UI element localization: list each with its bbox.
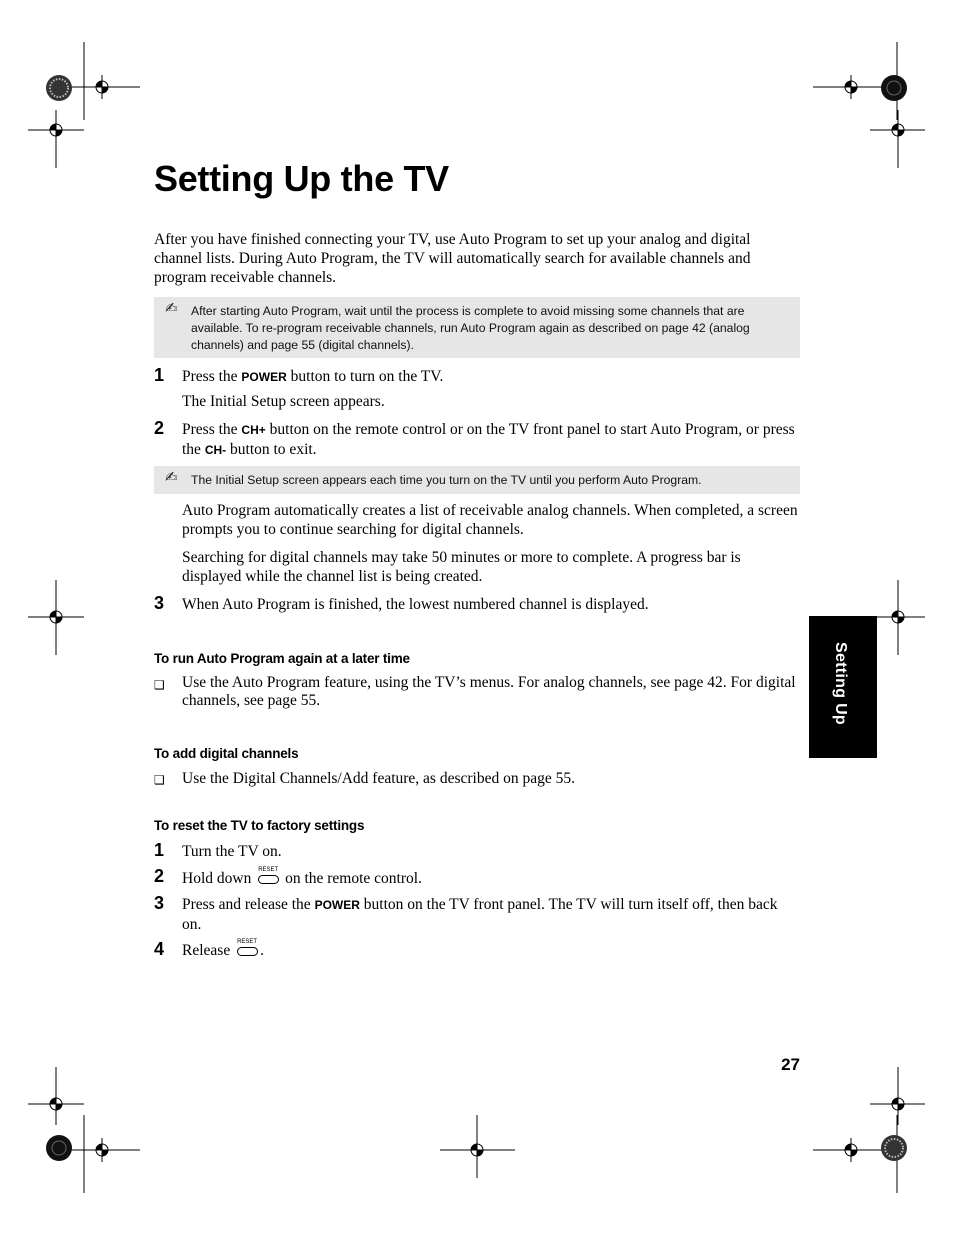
side-tab-label: Setting Up	[832, 642, 849, 725]
note-box	[154, 466, 800, 494]
section-side-tab	[809, 616, 877, 758]
step-number: 3	[154, 593, 165, 613]
section-heading: To run Auto Program again at a later time	[154, 651, 410, 666]
step-text: Press the POWER button to turn on the TV.	[182, 368, 444, 385]
checkbox-bullet-icon: ❑	[154, 773, 165, 787]
step-number: 4	[154, 939, 165, 959]
note-text: The Initial Setup screen appears each time you turn on the TV until you perform Auto Program.	[191, 473, 702, 487]
step-number: 1	[154, 840, 165, 860]
step-text: Turn the TV on.	[182, 843, 282, 860]
step-text: Press the CH+ button on the remote control or on the TV front panel to start Auto Program, or press the CH- button to exit.	[182, 421, 795, 458]
ch-plus-key: CH+	[241, 423, 266, 437]
pencil-note-icon: ✍	[165, 299, 178, 317]
section-heading: To add digital channels	[154, 746, 299, 761]
bullet-text: Use the Auto Program feature, using the TV’s menus. For analog channels, see page 42. For digital channels, see page 55.	[182, 674, 796, 709]
page-title: Setting Up the TV	[154, 158, 449, 199]
checkbox-bullet-icon: ❑	[154, 678, 165, 692]
power-key: POWER	[314, 898, 360, 912]
step-text: When Auto Program is finished, the lowest numbered channel is displayed.	[182, 596, 649, 613]
auto-program-paragraph: Auto Program automatically creates a list of receivable analog channels. When completed, a screen prompts you to continue searching for digital channels.	[182, 502, 798, 538]
step-text: Hold down RESET on the remote control.	[182, 867, 422, 887]
note-text: After starting Auto Program, wait until the process is complete to avoid missing some channels that are available. To re-program receivable channels, run Auto Program again as described on page 42 (analog channels) and page 55 (digital channels).	[191, 304, 750, 352]
step-number: 3	[154, 893, 165, 913]
ch-minus-key: CH-	[204, 443, 227, 457]
pencil-note-icon: ✍	[165, 468, 178, 486]
step-text: Press and release the POWER button on the TV front panel. The TV will turn itself off, then back on.	[182, 896, 778, 933]
intro-paragraph: After you have finished connecting your TV, use Auto Program to set up your analog and digital channel lists. During Auto Program, the TV will automatically search for available channels and program receivable channels.	[154, 231, 751, 286]
page-number: 27	[781, 1055, 800, 1074]
power-key: POWER	[241, 370, 287, 384]
step-followup: The Initial Setup screen appears.	[182, 393, 385, 410]
step-text: Release RESET .	[182, 939, 264, 959]
step-number: 1	[154, 365, 165, 385]
step-number: 2	[154, 866, 165, 886]
reset-button-icon: RESET	[257, 870, 279, 885]
step-number: 2	[154, 418, 165, 438]
section-heading: To reset the TV to factory settings	[154, 818, 365, 833]
bullet-text: Use the Digital Channels/Add feature, as described on page 55.	[182, 770, 575, 787]
note-box	[154, 297, 800, 358]
reset-button-icon: RESET	[236, 942, 258, 957]
digital-search-paragraph: Searching for digital channels may take 50 minutes or more to complete. A progress bar is displayed while the channel list is being created.	[182, 549, 741, 585]
